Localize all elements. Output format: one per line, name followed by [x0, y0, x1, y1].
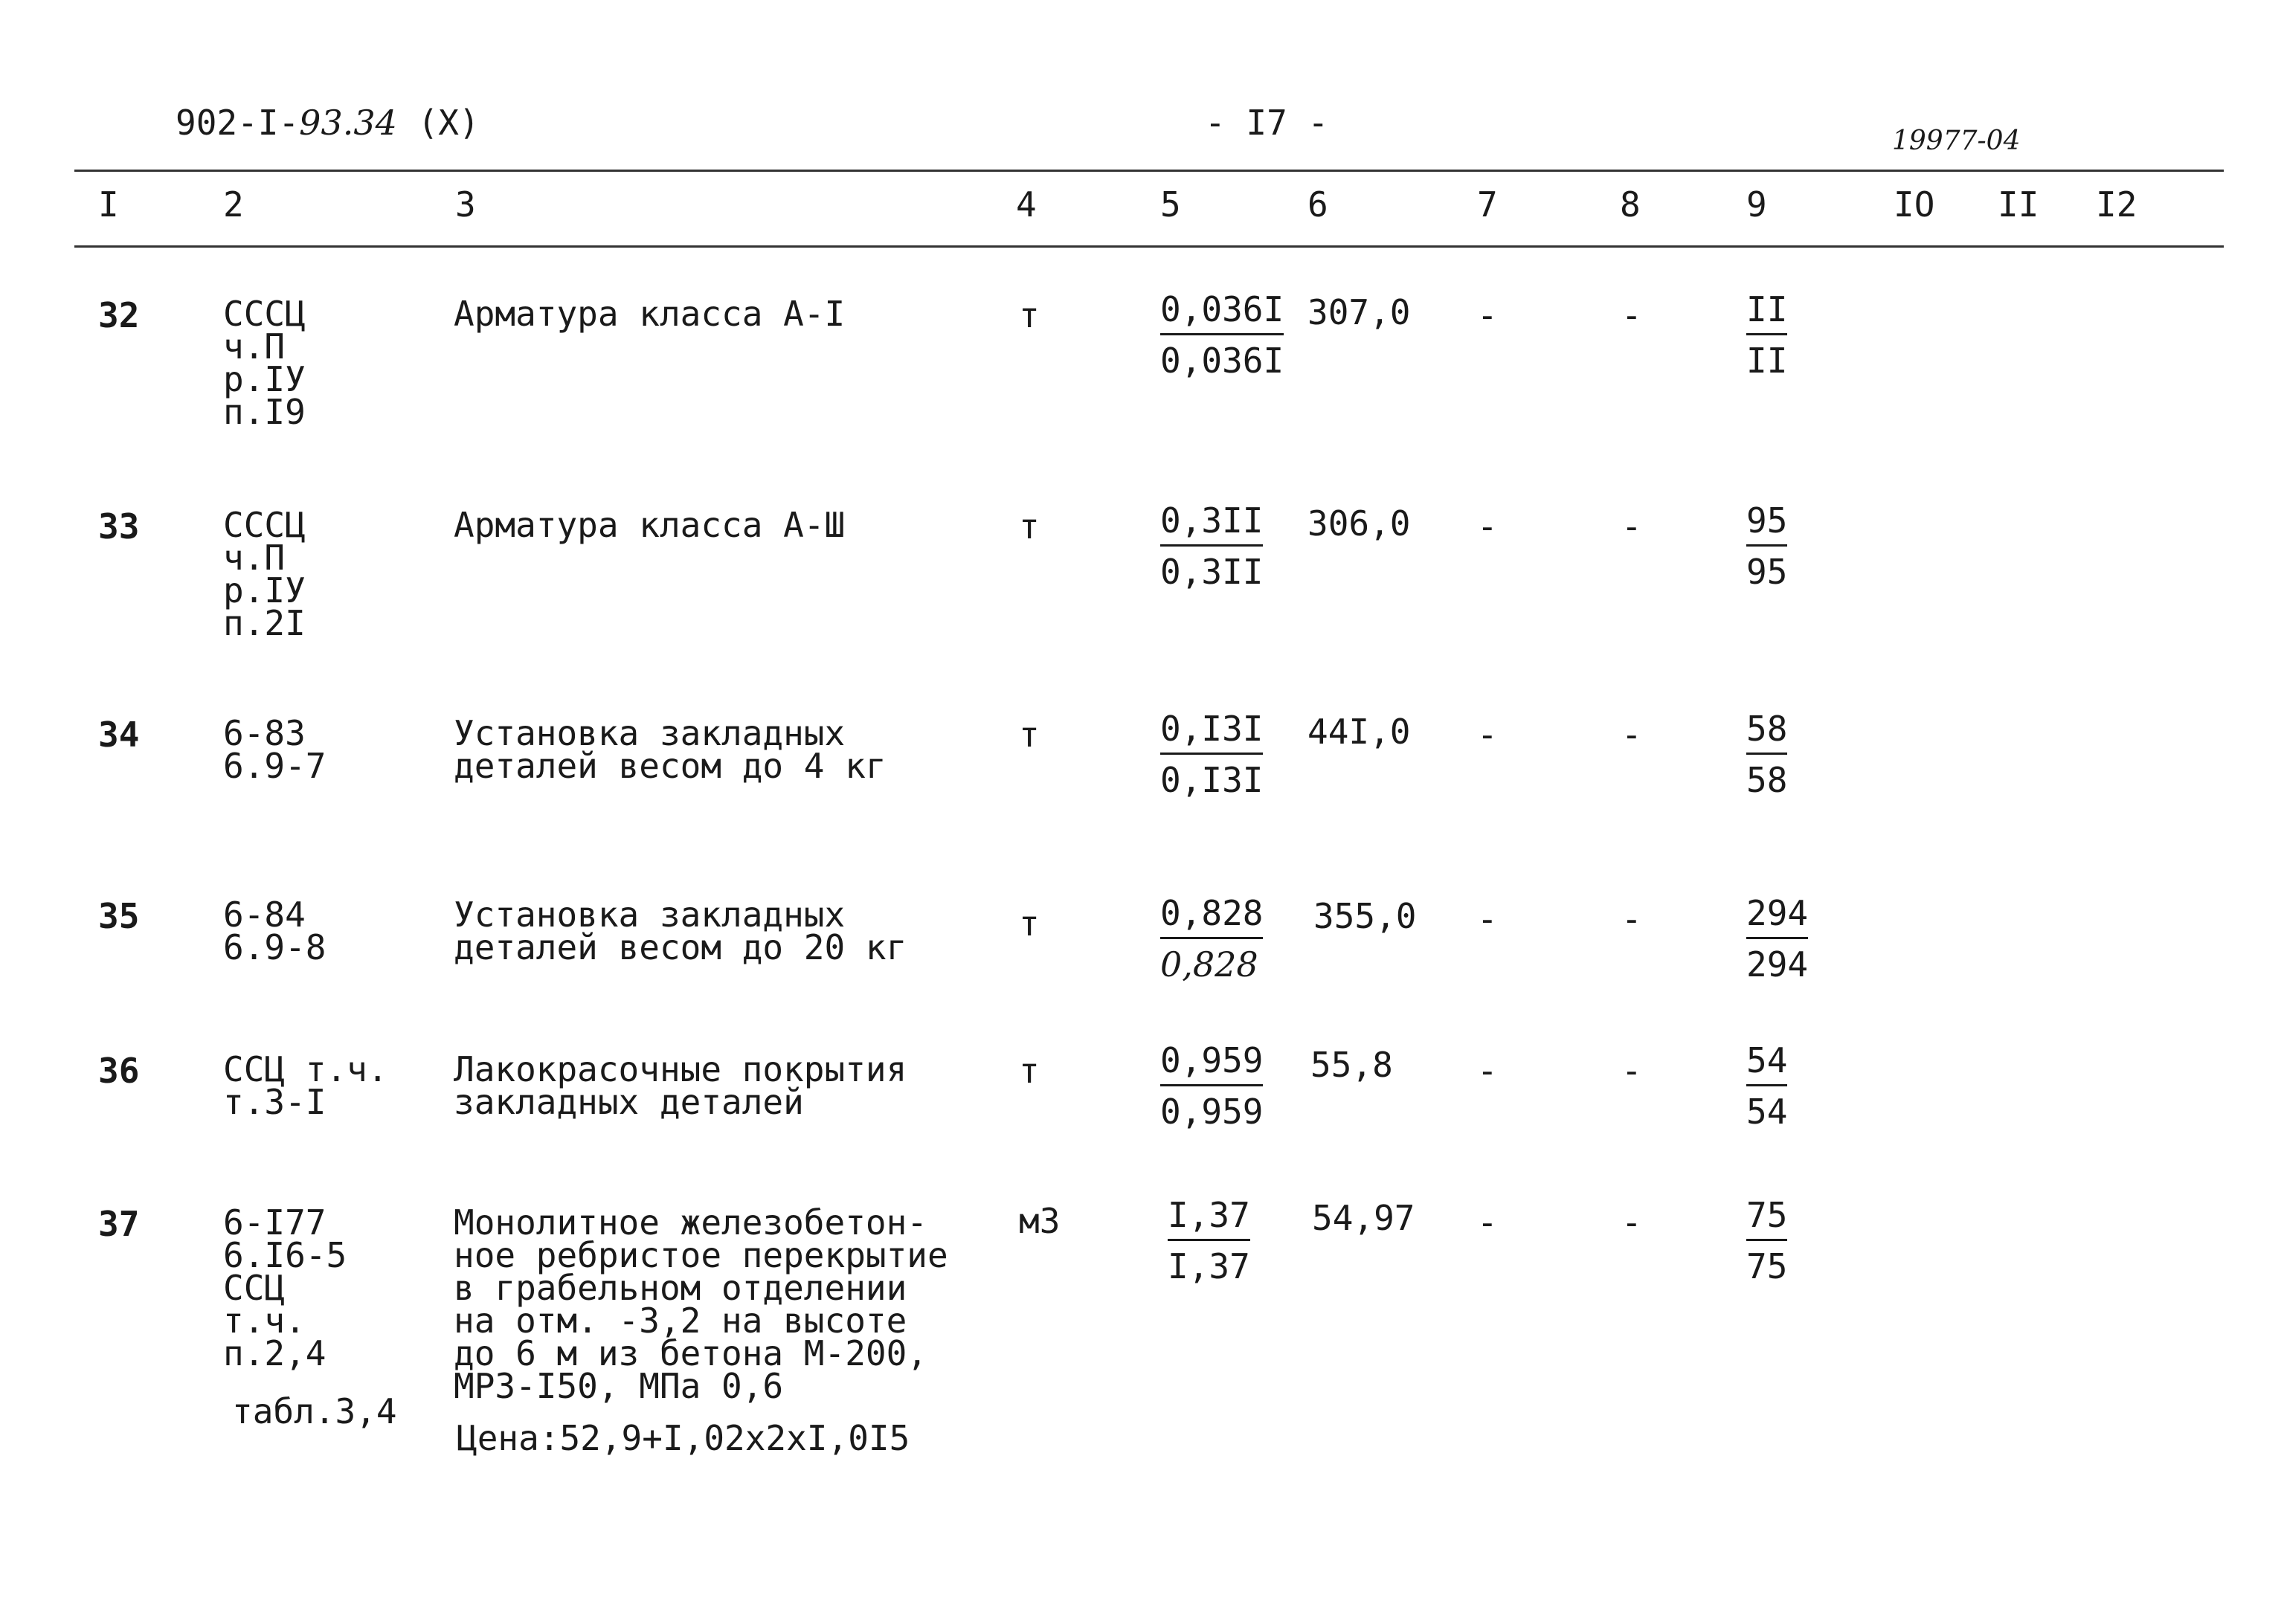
total-bottom: II: [1746, 341, 1788, 381]
unit: т: [1019, 715, 1040, 755]
total-top: 95: [1746, 500, 1787, 547]
unit-price: 355,0: [1313, 896, 1417, 936]
page-number: - I7 -: [1205, 103, 1329, 143]
total-top: 58: [1746, 708, 1787, 755]
price-code: СССЦ ч.П р.IУ п.I9: [223, 294, 306, 432]
column-8-value: -: [1621, 715, 1642, 755]
total-cost: [1746, 892, 1808, 985]
unit: т: [1019, 1051, 1040, 1091]
column-number: IO: [1894, 184, 1935, 225]
total-bottom: 95: [1746, 552, 1788, 592]
header-rule-top: [74, 170, 2224, 172]
quantity: [1160, 708, 1263, 801]
column-number: 3: [455, 184, 476, 225]
price-code: 6-84 6.9-8: [223, 895, 326, 967]
price-code-table: табл.3,4: [232, 1391, 397, 1431]
total-top: 294: [1746, 892, 1808, 939]
unit-price: 306,0: [1307, 503, 1411, 544]
quantity: [1160, 1040, 1263, 1132]
code-suffix: (X): [417, 103, 480, 143]
column-8-value: -: [1621, 1051, 1642, 1091]
column-number: II: [1998, 184, 2039, 225]
price-code: СССЦ ч.П р.IУ п.2I: [223, 505, 306, 643]
quantity-top: 0,036I: [1160, 289, 1284, 335]
total-bottom: 58: [1746, 760, 1788, 800]
total-cost: [1746, 289, 1787, 381]
total-cost: [1746, 1194, 1787, 1287]
unit: м3: [1019, 1201, 1061, 1241]
column-number: 8: [1620, 184, 1641, 225]
quantity-bottom: 0,959: [1160, 1092, 1264, 1132]
unit: т: [1019, 295, 1040, 335]
quantity-bottom: 0,036I: [1160, 341, 1284, 381]
column-8-value: -: [1621, 506, 1642, 547]
column-number: 5: [1160, 184, 1181, 225]
total-cost: [1746, 500, 1787, 593]
price-formula: Цена:52,9+I,02х2хI,0I5: [457, 1418, 910, 1458]
work-description: Арматура класса А-Ш: [454, 505, 846, 545]
quantity-bottom-handwritten: 0,828: [1160, 944, 1258, 985]
unit: т: [1019, 506, 1040, 547]
total-bottom: 54: [1746, 1092, 1788, 1132]
quantity-top: 0,959: [1160, 1040, 1263, 1086]
quantity-bottom: I,37: [1168, 1246, 1250, 1286]
total-top: 75: [1746, 1194, 1787, 1241]
column-7-value: -: [1477, 1202, 1498, 1243]
column-7-value: -: [1477, 1051, 1498, 1091]
quantity: [1160, 892, 1263, 985]
column-7-value: -: [1477, 715, 1498, 755]
code-handwritten: 93.34: [299, 103, 397, 143]
column-number: I: [98, 184, 119, 225]
quantity-top: 0,3II: [1160, 500, 1263, 547]
quantity: [1160, 500, 1263, 593]
price-code: 6-I77 6.I6-5 ССЦ т.ч. п.2,4: [223, 1202, 347, 1373]
header-rule-bottom: [74, 245, 2224, 248]
inventory-number: 19977-04: [1892, 126, 2021, 156]
column-7-value: -: [1477, 506, 1498, 547]
column-7-value: -: [1477, 295, 1498, 335]
column-8-value: -: [1621, 1202, 1642, 1243]
unit-price: 44I,0: [1307, 712, 1411, 752]
unit-price: 54,97: [1312, 1198, 1415, 1238]
code-prefix: 902-I-: [176, 103, 300, 143]
price-code: ССЦ т.ч. т.3-I: [223, 1049, 388, 1122]
quantity-bottom: 0,I3I: [1160, 760, 1264, 800]
total-cost: [1746, 1040, 1787, 1132]
unit-price: 307,0: [1307, 292, 1411, 332]
quantity-top: I,37: [1168, 1194, 1250, 1241]
row-number: 34: [98, 715, 140, 755]
work-description: Арматура класса А-I: [454, 294, 846, 334]
column-number: I2: [2096, 184, 2137, 225]
total-bottom: 294: [1746, 944, 1809, 985]
total-top: 54: [1746, 1040, 1787, 1086]
work-description: Лакокрасочные покрытия закладных деталей: [454, 1049, 907, 1122]
quantity: [1160, 289, 1284, 381]
total-top: II: [1746, 289, 1787, 335]
quantity: [1168, 1194, 1250, 1287]
column-8-value: -: [1621, 899, 1642, 939]
total-cost: [1746, 708, 1787, 801]
column-number: 9: [1746, 184, 1767, 225]
column-8-value: -: [1621, 295, 1642, 335]
unit: т: [1019, 903, 1040, 944]
quantity-top: 0,828: [1160, 892, 1263, 939]
row-number: 35: [98, 896, 140, 936]
work-description: Установка закладных деталей весом до 20 кг: [454, 895, 907, 967]
column-number: 7: [1477, 184, 1498, 225]
column-number: 6: [1307, 184, 1328, 225]
unit-price: 55,8: [1310, 1045, 1393, 1085]
column-number: 2: [223, 184, 244, 225]
row-number: 36: [98, 1051, 140, 1091]
row-number: 37: [98, 1204, 140, 1244]
work-description: Установка закладных деталей весом до 4 кг: [454, 713, 887, 786]
price-code: 6-83 6.9-7: [223, 713, 326, 786]
column-7-value: -: [1477, 899, 1498, 939]
row-number: 32: [98, 295, 140, 335]
total-bottom: 75: [1746, 1246, 1788, 1286]
column-number: 4: [1016, 184, 1037, 225]
row-number: 33: [98, 506, 140, 547]
quantity-top: 0,I3I: [1160, 708, 1263, 755]
work-description: Монолитное железобетон- ное ребристое перекрытие в грабельном отделении на отм. -3,2 на высоте до 6 м из бетона М-200, МРЗ-I50, МПа 0,6: [454, 1202, 948, 1406]
document-code: [176, 103, 480, 143]
quantity-bottom: 0,3II: [1160, 552, 1264, 592]
